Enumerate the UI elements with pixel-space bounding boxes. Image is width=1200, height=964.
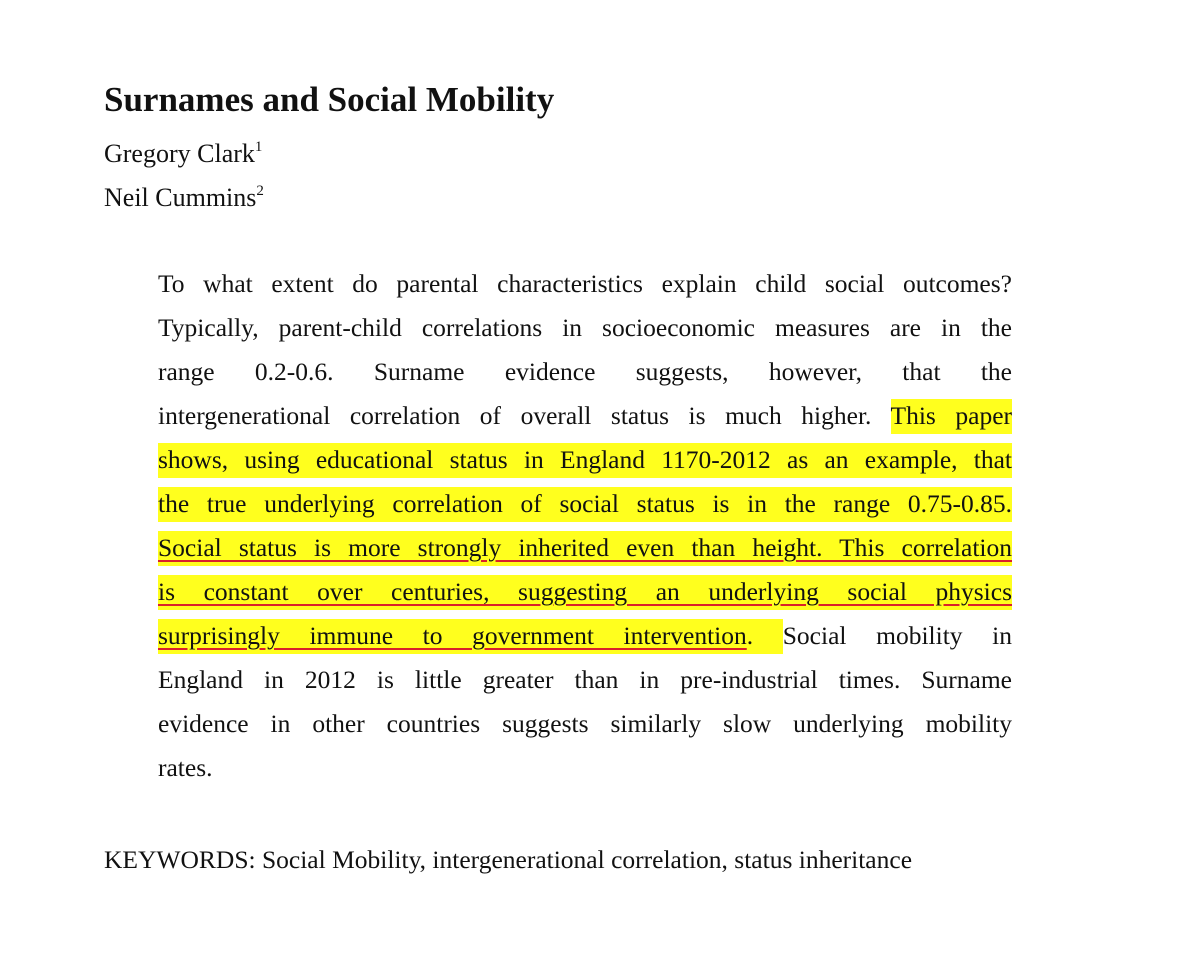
abstract-line: Typically, parent-child correlations in socioeconomic measures are in the <box>158 313 1012 342</box>
abstract-line: England in 2012 is little greater than in pre-industrial times. Surname <box>158 665 1012 694</box>
abstract-line: rates. <box>158 753 213 782</box>
highlighted-underlined-text: Social status is more strongly inherited even than height. This correlation <box>158 531 1012 566</box>
abstract-text: Social mobility in <box>782 621 1012 650</box>
affiliation-mark: 1 <box>254 139 263 155</box>
paper-title: Surnames and Social Mobility <box>104 80 555 119</box>
abstract-line <box>158 394 1012 438</box>
affiliation-mark: 2 <box>256 183 264 199</box>
abstract-line <box>158 438 1012 482</box>
author-gregory-clark <box>104 136 262 172</box>
abstract-text: intergenerational correlation of overall status is much higher. <box>158 401 891 430</box>
abstract-line <box>158 614 1012 658</box>
abstract-line <box>158 526 1012 570</box>
highlighted-text: the true underlying correlation of social status is in the range 0.75-0.85. <box>158 487 1012 522</box>
abstract-line: evidence in other countries suggests similarly slow underlying mobility <box>158 709 1012 738</box>
abstract-line: To what extent do parental characteristics explain child social outcomes? <box>158 269 1012 298</box>
abstract-line <box>158 570 1012 614</box>
highlighted-text: . <box>747 619 783 654</box>
keywords: KEYWORDS: Social Mobility, intergenerational correlation, status inheritance <box>104 845 913 874</box>
author-name: Gregory Clark <box>104 139 255 168</box>
highlighted-underlined-text: surprisingly immune to government intervention <box>158 619 747 654</box>
highlighted-text: This paper <box>891 399 1013 434</box>
abstract <box>158 262 1012 790</box>
author-name: Neil Cummins <box>104 183 257 212</box>
highlighted-text: shows, using educational status in England 1170-2012 as an example, that <box>158 443 1012 478</box>
highlighted-underlined-text: is constant over centuries, suggesting an underlying social physics <box>158 575 1012 610</box>
author-neil-cummins <box>104 180 264 216</box>
abstract-line: range 0.2-0.6. Surname evidence suggests, however, that the <box>158 357 1012 386</box>
abstract-line <box>158 482 1012 526</box>
